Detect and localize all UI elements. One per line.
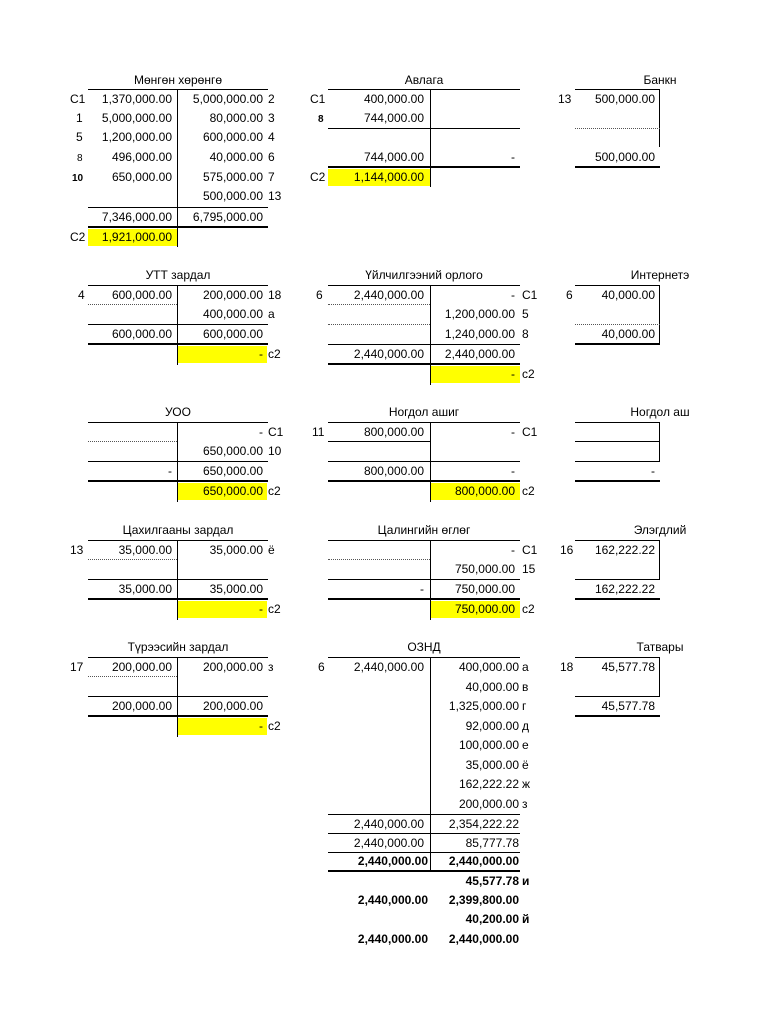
credit-value: 100,000.00 — [458, 738, 519, 752]
end-balance-value: 650,000.00 — [202, 484, 263, 498]
row-ref: в — [522, 680, 529, 694]
debit-total: 744,000.00 — [363, 150, 424, 164]
debit-total: 2,440,000.00 — [357, 893, 428, 907]
row-ref: 15 — [522, 562, 536, 576]
debit-value: 5,000,000.00 — [101, 111, 172, 125]
debit-value: 500,000.00 — [594, 92, 655, 106]
account-title: ОЗНД — [407, 640, 441, 654]
end-balance-value: - — [259, 719, 263, 733]
debit-value: 1,200,000.00 — [101, 130, 172, 144]
row-label: 5 — [76, 130, 83, 144]
row-ref: 8 — [522, 327, 529, 341]
row-label: 6 — [566, 288, 573, 302]
row-ref: з — [268, 660, 274, 674]
end-balance-value: - — [259, 347, 263, 361]
debit-value: 650,000.00 — [111, 170, 172, 184]
credit-total: 35,000.00 — [209, 582, 263, 596]
row-ref: а — [522, 660, 529, 674]
row-label: 6 — [316, 288, 323, 302]
end-balance-label: c2 — [522, 484, 535, 498]
debit-total: - — [420, 582, 424, 596]
credit-value: - — [259, 425, 263, 439]
debit-value: 45,577.78 — [601, 660, 655, 674]
row-ref: и — [522, 874, 530, 888]
account-title: Мөнгөн хөрөнгө — [133, 73, 222, 87]
row-ref: C1 — [522, 425, 538, 439]
credit-total: - — [511, 150, 515, 164]
row-label: 13 — [558, 92, 572, 106]
row-label: 18 — [560, 660, 574, 674]
row-ref: д — [522, 719, 530, 733]
row-label: 8 — [77, 153, 83, 164]
debit-value: 35,000.00 — [118, 543, 172, 557]
end-balance-value: 750,000.00 — [454, 602, 515, 616]
debit-value: 1,370,000.00 — [101, 92, 172, 106]
account-title: Ногдол ашиг — [388, 405, 460, 419]
row-ref: C1 — [268, 425, 284, 439]
net-income-value: 40,200.00 — [465, 912, 519, 926]
debit-total: 2,440,000.00 — [357, 854, 428, 868]
credit-value: 40,000.00 — [465, 680, 519, 694]
row-ref: 7 — [268, 170, 275, 184]
debit-total: 40,000.00 — [601, 327, 655, 341]
debit-total: - — [651, 464, 655, 478]
credit-value: 200,000.00 — [202, 660, 263, 674]
credit-subtotal: 85,777.78 — [465, 836, 519, 850]
row-ref: C1 — [522, 543, 538, 557]
debit-total: 162,222.22 — [594, 582, 655, 596]
row-ref: 18 — [268, 288, 282, 302]
credit-value: 750,000.00 — [454, 562, 515, 576]
debit-total: 7,346,000.00 — [101, 210, 172, 224]
credit-value: 1,240,000.00 — [444, 327, 515, 341]
credit-total: 6,795,000.00 — [192, 210, 263, 224]
row-ref: а — [268, 307, 275, 321]
account-title: УТТ зардал — [145, 268, 211, 282]
row-ref: з — [522, 797, 528, 811]
row-label: 17 — [70, 660, 84, 674]
credit-value: 600,000.00 — [202, 130, 263, 144]
row-label: 11 — [312, 425, 325, 439]
row-ref: C1 — [522, 288, 538, 302]
credit-subtotal: 2,354,222.22 — [448, 817, 519, 831]
end-balance-label: c2 — [268, 602, 281, 616]
credit-value: - — [511, 425, 515, 439]
debit-value: 2,440,000.00 — [353, 660, 424, 674]
end-balance-label: c2 — [268, 719, 281, 733]
account-title: Авлага — [404, 73, 444, 87]
account-title: Интернетэ — [630, 268, 690, 282]
debit-total: 35,000.00 — [118, 582, 172, 596]
debit-total: 2,440,000.00 — [357, 932, 428, 946]
row-ref: 6 — [268, 150, 275, 164]
row-label: 6 — [318, 660, 325, 674]
row-ref: ё — [268, 543, 275, 557]
end-balance-value: 1,921,000.00 — [101, 230, 172, 244]
credit-total: 650,000.00 — [202, 464, 263, 478]
row-label: C1 — [310, 92, 326, 106]
row-ref: ж — [522, 777, 531, 791]
end-balance-label: c2 — [268, 347, 281, 361]
end-balance-label: C2 — [310, 170, 326, 184]
row-label: C1 — [70, 92, 86, 106]
row-label: 16 — [560, 543, 574, 557]
credit-value: 1,325,000.00 — [448, 699, 519, 713]
credit-total: 2,399,800.00 — [448, 893, 519, 907]
credit-value: 400,000.00 — [458, 660, 519, 674]
debit-total: 500,000.00 — [594, 150, 655, 164]
tax-value: 45,577.78 — [465, 874, 519, 888]
account-title: Цахилгааны зардал — [122, 523, 234, 537]
debit-total: - — [168, 464, 172, 478]
debit-value: 40,000.00 — [601, 288, 655, 302]
row-ref: 10 — [268, 444, 282, 458]
row-label: 4 — [78, 288, 85, 302]
debit-total: 800,000.00 — [363, 464, 424, 478]
credit-value: 80,000.00 — [209, 111, 263, 125]
account-title: Татвары — [636, 640, 684, 654]
debit-value: 600,000.00 — [111, 288, 172, 302]
credit-total: - — [511, 464, 515, 478]
row-ref: й — [522, 912, 530, 926]
row-ref: 13 — [268, 189, 282, 203]
credit-value: 1,200,000.00 — [444, 307, 515, 321]
debit-total: 45,577.78 — [601, 699, 655, 713]
debit-total: 600,000.00 — [111, 327, 172, 341]
credit-value: 5,000,000.00 — [192, 92, 263, 106]
credit-value: 650,000.00 — [202, 444, 263, 458]
credit-total: 600,000.00 — [202, 327, 263, 341]
row-ref: 3 — [268, 111, 275, 125]
debit-value: 800,000.00 — [363, 425, 424, 439]
debit-value: 744,000.00 — [363, 111, 424, 125]
end-balance-value: 800,000.00 — [454, 484, 515, 498]
account-title: Ногдол аш — [630, 405, 690, 419]
end-balance-label: C2 — [70, 230, 86, 244]
credit-value: 162,222.22 — [458, 777, 519, 791]
debit-total: 2,440,000.00 — [353, 347, 424, 361]
debit-value: 496,000.00 — [111, 150, 172, 164]
row-ref: г — [522, 699, 527, 713]
row-ref: ё — [522, 758, 529, 772]
credit-value: 35,000.00 — [209, 543, 263, 557]
debit-value: 162,222.22 — [594, 543, 655, 557]
end-balance-label: c2 — [522, 602, 535, 616]
credit-value: - — [511, 543, 515, 557]
row-ref: 5 — [522, 307, 529, 321]
debit-value: 2,440,000.00 — [353, 288, 424, 302]
end-balance-value: 1,144,000.00 — [353, 170, 424, 184]
account-title: Банкн — [643, 73, 677, 87]
row-label: 10 — [72, 173, 84, 184]
row-label: 8 — [318, 114, 324, 125]
credit-value: 40,000.00 — [209, 150, 263, 164]
debit-total: 200,000.00 — [111, 699, 172, 713]
credit-value: 200,000.00 — [458, 797, 519, 811]
row-ref: 4 — [268, 130, 275, 144]
account-title: Түрээсийн зардал — [127, 640, 229, 654]
credit-total: 2,440,000.00 — [448, 932, 519, 946]
credit-total: 200,000.00 — [202, 699, 263, 713]
end-balance-value: - — [511, 367, 515, 381]
credit-value: - — [511, 288, 515, 302]
account-title: Цалингийн өглөг — [377, 523, 471, 537]
credit-value: 35,000.00 — [465, 758, 519, 772]
row-ref: е — [522, 738, 529, 752]
credit-total: 2,440,000.00 — [448, 854, 519, 868]
credit-value: 575,000.00 — [202, 170, 263, 184]
row-label: 1 — [76, 111, 83, 125]
credit-total: 2,440,000.00 — [444, 347, 515, 361]
credit-value: 200,000.00 — [202, 288, 263, 302]
credit-value: 92,000.00 — [465, 719, 519, 733]
debit-value: 200,000.00 — [111, 660, 172, 674]
account-title: Үйлчилгээний орлого — [365, 268, 483, 282]
row-label: 13 — [70, 543, 84, 557]
credit-value: 500,000.00 — [202, 189, 263, 203]
end-balance-label: c2 — [268, 484, 281, 498]
debit-value: 400,000.00 — [363, 92, 424, 106]
account-title: Элэгдлий — [633, 523, 687, 537]
end-balance-value: - — [259, 602, 263, 616]
account-title: УОО — [165, 405, 191, 419]
credit-total: 750,000.00 — [454, 582, 515, 596]
debit-subtotal: 2,440,000.00 — [353, 817, 424, 831]
row-ref: 2 — [268, 92, 275, 106]
debit-subtotal: 2,440,000.00 — [353, 836, 424, 850]
end-balance-label: c2 — [522, 367, 535, 381]
credit-value: 400,000.00 — [202, 307, 263, 321]
